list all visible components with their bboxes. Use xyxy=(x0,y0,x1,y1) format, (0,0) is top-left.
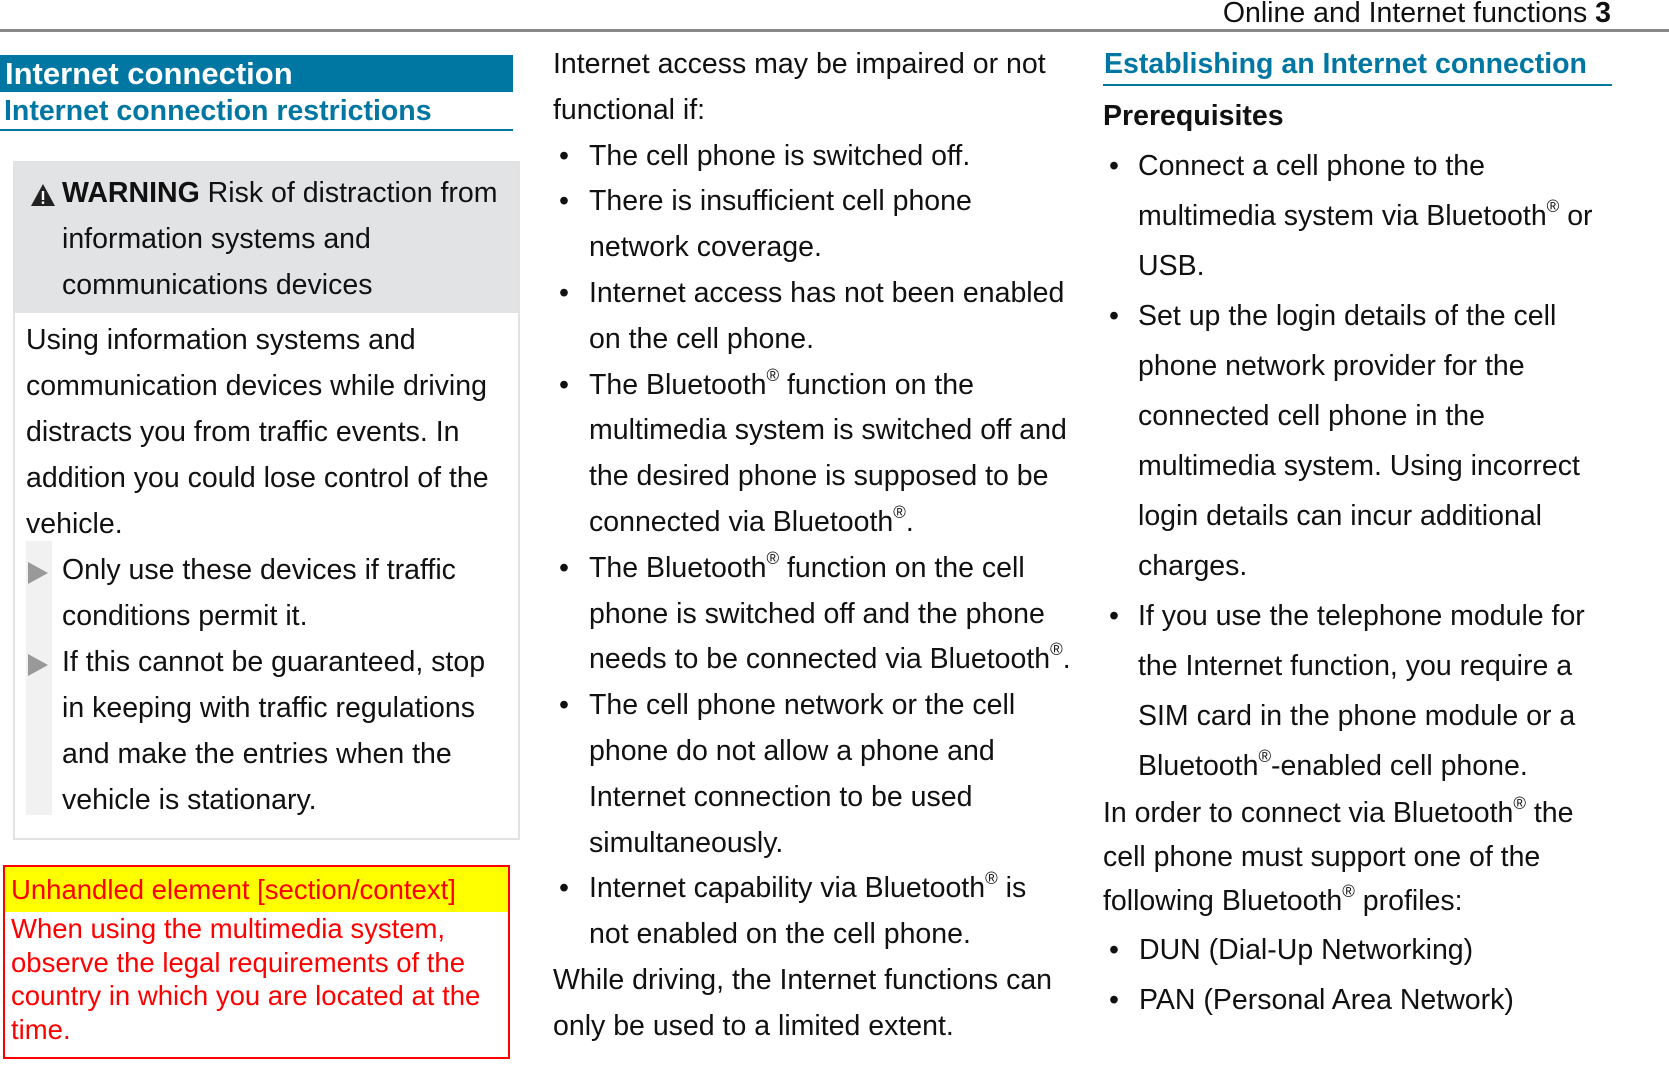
registered-mark: ® xyxy=(1258,747,1272,767)
list-item-text: Internet capability via Bluetooth® is not enabled on the cell phone. xyxy=(589,869,1027,951)
registered-mark: ® xyxy=(893,503,906,523)
list-item xyxy=(553,683,1073,866)
warning-action xyxy=(26,639,511,823)
registered-mark: ® xyxy=(1513,794,1526,814)
running-header xyxy=(1223,0,1611,30)
unhandled-element-text: When using the multimedia system, observe the legal requirements of the country in which you are located at the time. xyxy=(11,913,481,1045)
warning-action-text: If this cannot be guaranteed, stop in keeping with traffic regulations and make the entries when the vehicle is stationary. xyxy=(62,646,486,816)
warning-label: WARNING xyxy=(62,177,200,209)
list-item xyxy=(1103,141,1613,291)
list-item-text: The cell phone is switched off. xyxy=(589,139,971,172)
list-item xyxy=(553,179,1073,271)
arrow-right-icon xyxy=(28,562,48,584)
list-item-text: The Bluetooth® function on the cell phone is switched off and the phone needs to be connected via Bluetooth®. xyxy=(589,548,1071,676)
unhandled-element-label: Unhandled element [section/context] xyxy=(5,867,508,912)
warning-title-text: Risk of distraction from information systems and communications devices xyxy=(62,177,498,301)
list-item-text: DUN (Dial-Up Networking) xyxy=(1139,934,1474,966)
warning-description: Using information systems and communication devices while driving distracts you from traffic events. In addition you could lose control of the vehicle. xyxy=(26,324,489,540)
warning-header xyxy=(15,163,518,313)
unhandled-element-box xyxy=(3,865,510,1059)
bullet-icon: • xyxy=(1109,934,1119,966)
section-rule xyxy=(0,129,513,131)
list-item xyxy=(553,134,1073,180)
warning-action-text: Only use these devices if traffic conditions permit it. xyxy=(62,554,456,632)
bullet-icon: • xyxy=(559,185,569,218)
list-item-text: Connect a cell phone to the multimedia system via Bluetooth® or USB. xyxy=(1138,150,1593,282)
bullet-icon: • xyxy=(559,689,569,722)
list-item xyxy=(1103,925,1613,975)
profiles-list xyxy=(1103,925,1613,1025)
condition-list xyxy=(553,134,1073,958)
list-item xyxy=(553,271,1073,363)
registered-mark: ® xyxy=(1342,882,1355,902)
chapter-title: Online and Internet functions xyxy=(1222,0,1588,29)
bullet-icon: • xyxy=(1109,150,1119,182)
list-item-text: Set up the login details of the cell phone network provider for the connected cell phone in the multimedia system. Using incorrect login details can incur additional charges. xyxy=(1138,300,1580,582)
prerequisites-heading: Prerequisites xyxy=(1103,100,1284,132)
header-rule xyxy=(0,29,1669,32)
warning-action xyxy=(26,547,511,639)
registered-mark: ® xyxy=(985,869,998,889)
registered-mark: ® xyxy=(766,365,780,385)
bullet-icon: • xyxy=(559,872,569,905)
bluetooth-paragraph: In order to connect via Bluetooth® the cell phone must support one of the following Bluetooth® profiles: xyxy=(1103,794,1574,917)
list-item xyxy=(1103,591,1613,791)
warning-triangle-icon xyxy=(30,183,56,207)
bullet-icon: • xyxy=(559,276,569,309)
list-item xyxy=(553,866,1073,958)
prerequisites-list xyxy=(1103,141,1613,791)
bullet-icon: • xyxy=(1109,600,1119,632)
bullet-icon: • xyxy=(559,139,569,172)
registered-mark: ® xyxy=(1050,640,1063,660)
intro-paragraph: Internet access may be impaired or not functional if: xyxy=(553,48,1046,126)
list-item xyxy=(553,546,1073,683)
chapter-heading: Internet connection xyxy=(0,55,513,92)
warning-box xyxy=(13,161,520,840)
bullet-icon: • xyxy=(1109,300,1119,332)
registered-mark: ® xyxy=(766,548,780,568)
list-item-text: PAN (Personal Area Network) xyxy=(1139,984,1514,1016)
list-item-text: Internet access has not been enabled on the cell phone. xyxy=(589,276,1065,355)
bullet-icon: • xyxy=(1109,984,1119,1016)
list-item-text: The cell phone network or the cell phone do not allow a phone and Internet connection to be used simultaneously. xyxy=(589,689,1016,859)
warning-title xyxy=(62,170,512,308)
bullet-icon: • xyxy=(559,368,569,401)
right-column xyxy=(1103,44,1613,1025)
list-item-text: The Bluetooth® function on the multimedia system is switched off and the desired phone is supposed to be connected via Bluetooth®. xyxy=(589,365,1067,538)
arrow-right-icon xyxy=(28,654,48,676)
section-heading: Internet connection restrictions xyxy=(4,95,432,127)
registered-mark: ® xyxy=(1546,197,1560,217)
bullet-icon: • xyxy=(559,551,569,584)
list-item xyxy=(1103,975,1613,1025)
list-item xyxy=(553,363,1073,546)
section-heading: Establishing an Internet connection xyxy=(1103,44,1612,86)
outro-paragraph: While driving, the Internet functions can only be used to a limited extent. xyxy=(553,963,1053,1042)
warning-body xyxy=(26,317,511,823)
list-item-text: There is insufficient cell phone network coverage. xyxy=(589,185,972,264)
page-number: 3 xyxy=(1595,0,1611,29)
list-item-text: If you use the telephone module for the Internet function, you require a SIM card in the phone module or a Bluetooth®-enabled cell phone. xyxy=(1138,600,1585,782)
list-item xyxy=(1103,291,1613,591)
middle-column xyxy=(553,42,1073,1050)
